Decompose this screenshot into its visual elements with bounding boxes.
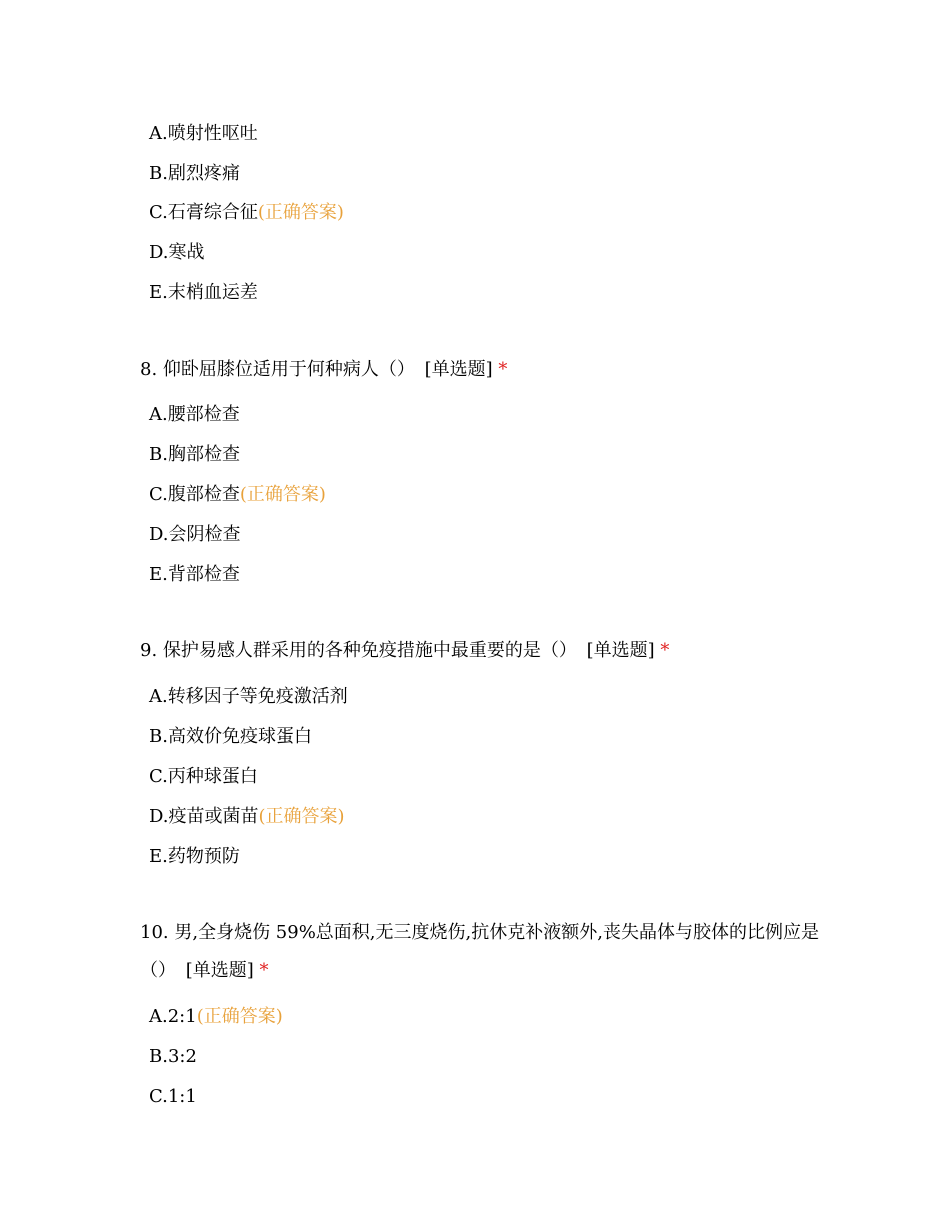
q8-option-e: [149, 563, 240, 587]
q7-option-c: [149, 201, 344, 225]
q9-option-a-text: A.转移因子等免疫激活剂: [149, 686, 348, 707]
q8-option-c: [149, 483, 326, 507]
q7-option-e-text: E.末梢血运差: [149, 282, 258, 303]
q10-option-c-text: C.1:1: [149, 1086, 197, 1107]
q7-option-b-text: B.剧烈疼痛: [149, 163, 240, 184]
q10-option-b: [149, 1045, 197, 1069]
q8-option-b-text: B.胸部检查: [149, 444, 240, 465]
q8-option-d-text: D.会阴检查: [149, 524, 241, 545]
q7-option-d: [149, 241, 205, 265]
correct-answer-tag: (正确答案): [258, 806, 345, 827]
q8-option-d: [149, 523, 241, 547]
q9-option-e-text: E.药物预防: [149, 846, 240, 867]
q9-option-a: [149, 685, 348, 709]
q10-type-label: [单选题]: [185, 960, 254, 981]
q8-option-c-text: C.腹部检查: [149, 484, 240, 505]
correct-answer-tag: (正确答案): [257, 202, 344, 223]
q8-option-a-text: A.腰部检查: [149, 404, 240, 425]
q7-option-d-text: D.寒战: [149, 242, 205, 263]
q9-option-d: [149, 805, 345, 829]
q7-option-e: [149, 281, 258, 305]
q8-type-label: [单选题]: [424, 359, 493, 380]
q10-option-c: [149, 1085, 197, 1109]
q7-option-a-text: A.喷射性呕吐: [149, 123, 258, 144]
q8-option-b: [149, 443, 240, 467]
q10-option-b-text: B.3:2: [149, 1046, 197, 1067]
q8-option-a: [149, 403, 240, 427]
q9-option-d-text: D.疫苗或菌苗: [149, 806, 259, 827]
required-marker: *: [660, 640, 670, 661]
q10-text: 10. 男,全身烧伤 59%总面积,无三度烧伤,抗休克补液额外,丧失晶体与胶体的比例应是（）: [140, 922, 819, 981]
required-marker: *: [498, 359, 508, 380]
q7-option-b: [149, 162, 240, 186]
q9-type-label: [单选题]: [586, 640, 655, 661]
q9-stem: [140, 632, 820, 670]
q8-stem: [140, 351, 820, 389]
q8-text: 8. 仰卧屈膝位适用于何种病人（）: [140, 359, 415, 380]
q7-option-c-text: C.石膏综合征: [149, 202, 258, 223]
q9-option-e: [149, 845, 240, 869]
correct-answer-tag: (正确答案): [196, 1006, 283, 1027]
q7-option-a: [149, 122, 258, 146]
q10-option-a-text: A.2:1: [149, 1006, 197, 1027]
correct-answer-tag: (正确答案): [239, 484, 326, 505]
q9-option-b: [149, 725, 312, 749]
q10-option-a: [149, 1005, 283, 1029]
required-marker: *: [259, 960, 269, 981]
q9-option-c-text: C.丙种球蛋白: [149, 766, 258, 787]
q10-stem: [140, 914, 820, 990]
q9-option-c: [149, 765, 258, 789]
q9-text: 9. 保护易感人群采用的各种免疫措施中最重要的是（）: [140, 640, 577, 661]
q9-option-b-text: B.高效价免疫球蛋白: [149, 726, 312, 747]
q8-option-e-text: E.背部检查: [149, 564, 240, 585]
